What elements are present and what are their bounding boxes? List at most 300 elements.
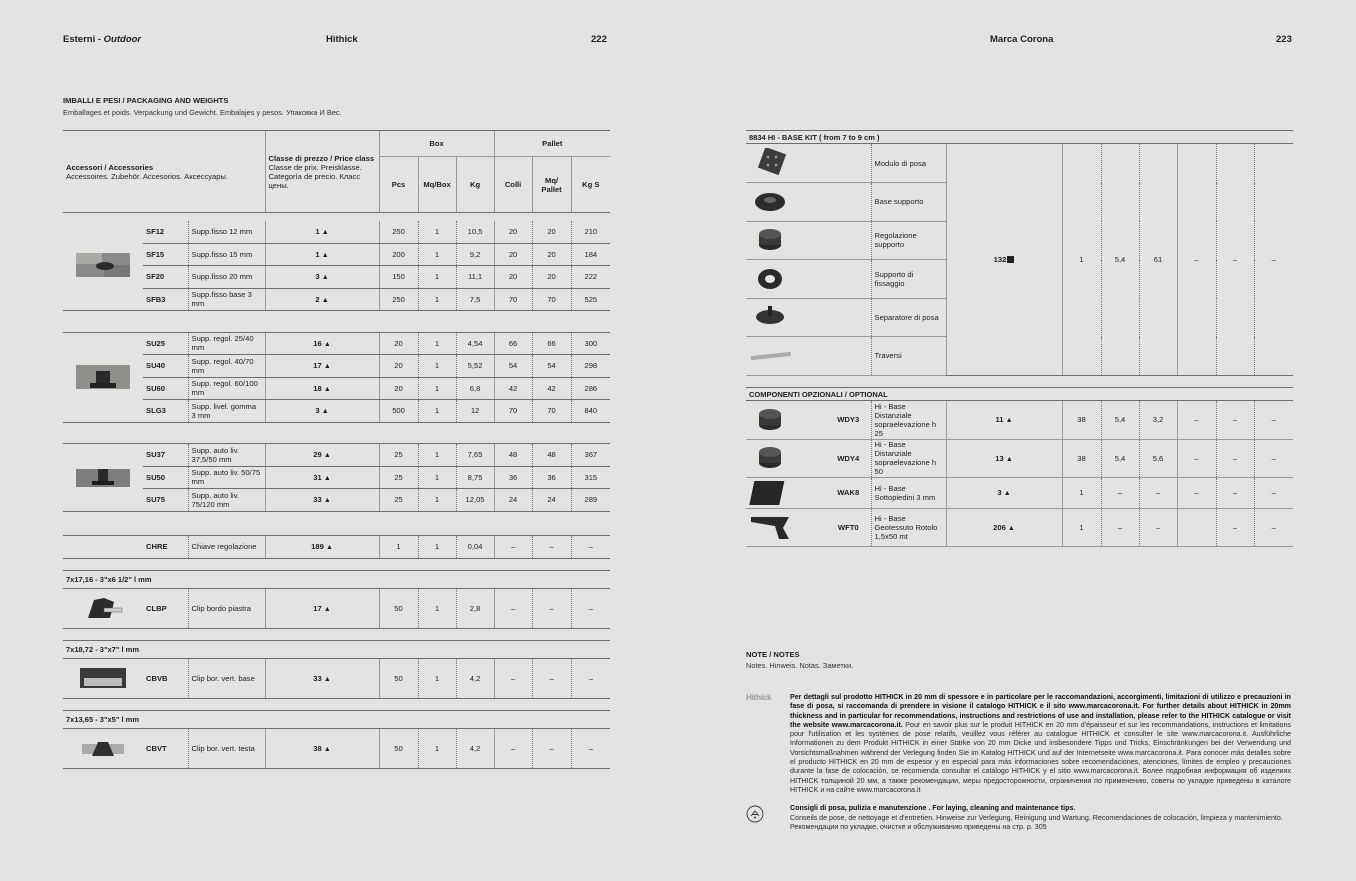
cell-pcs: 20 — [379, 355, 418, 378]
product-description: Supp.fisso base 3 mm — [188, 288, 265, 311]
cell-colli: 42 — [494, 377, 532, 400]
optional-code: WAK8 — [826, 477, 871, 508]
kit-item-image — [746, 221, 871, 260]
price-sub: Classe de prix. Preisklasse. Categoría de precio. Класс цены. — [268, 162, 362, 190]
hithick-note-text — [790, 693, 1291, 795]
price-value: 1 — [315, 249, 320, 259]
cell-kg: 11,1 — [456, 266, 494, 289]
cell-colli: – — [494, 536, 532, 559]
notes-title: NOTE / NOTES — [746, 650, 800, 659]
cell-mqbox: 1 — [418, 588, 456, 628]
price-value: 18 — [313, 383, 322, 393]
cell-pcs: 200 — [379, 243, 418, 266]
brand-name: Marca Corona — [990, 34, 1054, 45]
optional-description: Hi - Base Sottopiedini 3 mm — [871, 477, 946, 508]
col-header-1: Mq/Box — [418, 157, 456, 213]
cell-kgs: 367 — [571, 444, 610, 467]
price-class — [265, 658, 379, 698]
cell-mqbox: 1 — [418, 288, 456, 311]
cell-pcs: 500 — [379, 400, 418, 423]
cell-pcs: 20 — [379, 377, 418, 400]
optional-code: WFT0 — [826, 508, 871, 546]
product-description: Supp.fisso 15 mm — [188, 243, 265, 266]
notes-section — [746, 650, 1291, 832]
price-value: 2 — [315, 294, 320, 304]
optional-cell: – — [1216, 401, 1254, 439]
table-row — [63, 444, 610, 467]
price-mark: ▲ — [321, 296, 329, 304]
optional-price-value: 3 — [997, 488, 1002, 497]
cell-mqbox: 1 — [418, 444, 456, 467]
price-mark: ▲ — [323, 605, 331, 613]
optional-section — [746, 387, 1293, 547]
acc-title: Accessori / Accessories — [66, 162, 154, 172]
cell-kg: 4,2 — [456, 728, 494, 768]
cell-colli: 20 — [494, 243, 532, 266]
product-description: Supp.fisso 12 mm — [188, 221, 265, 244]
kit-cell: – — [1254, 144, 1293, 375]
product-code: SF12 — [143, 221, 188, 244]
product-description: Clip bor. vert. base — [188, 658, 265, 698]
cell-mqbox: 1 — [418, 400, 456, 423]
care-text: Conseils de pose, de nettoyage et d'entretien. Hinweise zur Verlegung, Reinigung und Wartung. Recomendaciones de colocación, limpieza y mantenimiento. Рекомендации по укладке, очистке и обслуживанию приведены на стр. p. 305 — [790, 813, 1283, 831]
price-value: 17 — [313, 603, 322, 613]
kit-price-mark — [1007, 256, 1014, 263]
table-row — [63, 536, 610, 559]
price-class — [265, 400, 379, 423]
kit-cell: 5,4 — [1101, 144, 1139, 375]
product-code: CLBP — [143, 588, 188, 628]
optional-cell: – — [1139, 477, 1177, 508]
cell-mqbox: 1 — [418, 377, 456, 400]
note-normal: Pour en savoir plus sur le produit HITHICK en 20 mm d'épaisseur et sur les recommandations, instructions et limitations pour l'utilisation et les systèmes de pose relatifs, veuillez vous référer au catalogue HITHICK et consulter le site www.marcacorona.it. Ausführliche Informationen zu dem Produkt HITHICK in einer Stärke von 20 mm Dicke und insbesondere Tipps und Tricks, Einschränkungen bei der Verwendung und Vorsichtsmaßnahmen während der Verlegung finden Sie im Katalog HITHICK und auf der Internetseite www.marcacorona.it. Para conocer más detalles sobre el producto HITHICK en 20 mm de espesor y en especial para más informaciones sobre recomendaciones, atenciones, límites de empleo y precauciones durante la fase de colocación, se recomienda consultar el catálogo HITHICK y el sitio www.marcacorona.it. Более подробная информация об изделиях HITHICK толщиной 20 мм, а также рекомендации, меры предосторожности, ограничения по применению, советы по укладке приведены в каталоге HITHICK и на сайте www.marcacorona.it — [790, 720, 1291, 794]
kit-price — [946, 144, 1062, 375]
cell-kgs: – — [571, 728, 610, 768]
table-row — [63, 266, 610, 289]
note-bold: Per dettagli sul prodotto HITHICK in 20 mm di spessore e in particolare per le raccomandazioni, accorgimenti, limitazioni di utilizzo e precauzioni in fase di posa, si raccomanda di prendere in visione il catalogo HITHICK e il sito www.marcacorona.it. For further details about HITHICK in 20mm thickness and in particular for recommendations, instructions and restrictions of use and installation, please refer to the HITHICK catalogue or visit the website www.marcacorona.it. — [790, 693, 1291, 729]
kit-item-name: Separatore di posa — [871, 298, 946, 337]
optional-price — [946, 508, 1062, 546]
cell-colli: 54 — [494, 355, 532, 378]
group-heading — [63, 640, 610, 658]
cell-pcs: 25 — [379, 466, 418, 489]
price-value: 33 — [313, 495, 322, 505]
table-row — [63, 221, 610, 244]
price-mark: ▲ — [323, 497, 331, 505]
cell-colli: 36 — [494, 466, 532, 489]
table-row — [63, 355, 610, 378]
cell-mqpallet: 20 — [532, 221, 571, 244]
price-value: 1 — [315, 227, 320, 236]
price-title: Classe di prezzo / Price class — [268, 153, 375, 163]
section-label: Esterni - Outdoor — [63, 34, 142, 45]
group-title: 7x13,65 - 3"x5" l mm — [63, 710, 610, 728]
cell-mqbox: 1 — [418, 243, 456, 266]
hithick-note — [746, 693, 1291, 795]
cell-colli: 20 — [494, 221, 532, 244]
kit-item-image — [746, 298, 871, 337]
product-code: SU50 — [143, 466, 188, 489]
product-code: SU40 — [143, 355, 188, 378]
cell-mqpallet: 24 — [532, 489, 571, 512]
price-class — [265, 588, 379, 628]
group-heading — [63, 710, 610, 728]
cell-kg: 9,2 — [456, 243, 494, 266]
cell-mqpallet: – — [532, 658, 571, 698]
cell-kgs: 300 — [571, 332, 610, 355]
kit-section — [746, 130, 1293, 376]
price-value: 16 — [313, 338, 322, 348]
page-number-left: 222 — [591, 34, 607, 45]
cell-mqpallet: 20 — [532, 243, 571, 266]
maintenance-icon — [746, 805, 764, 823]
cell-pcs: 250 — [379, 288, 418, 311]
optional-cell: 5,4 — [1101, 439, 1139, 477]
cell-kg: 4,54 — [456, 332, 494, 355]
optional-row — [746, 477, 1293, 508]
cell-colli: 70 — [494, 400, 532, 423]
optional-cell: 1 — [1062, 477, 1101, 508]
optional-cell: 5,4 — [1101, 401, 1139, 439]
price-value: 17 — [313, 361, 322, 371]
optional-cell: 38 — [1062, 401, 1101, 439]
group-title: 7x17,16 - 3"x6 1/2" l mm — [63, 570, 610, 588]
product-image — [63, 728, 143, 768]
optional-cell: – — [1254, 477, 1293, 508]
price-class — [265, 536, 379, 559]
group-spacer — [63, 311, 610, 332]
cell-pcs: 250 — [379, 221, 418, 244]
optional-table — [746, 401, 1293, 547]
cell-mqbox: 1 — [418, 728, 456, 768]
optional-cell: – — [1177, 477, 1216, 508]
cell-colli: – — [494, 658, 532, 698]
price-mark: ▲ — [325, 544, 333, 552]
product-name: Hithick — [326, 34, 358, 45]
optional-row — [746, 439, 1293, 477]
price-mark: ▲ — [321, 229, 329, 236]
cell-mqbox: 1 — [418, 466, 456, 489]
cell-kg: 7,5 — [456, 288, 494, 311]
kit-item-name: Base supporto — [871, 183, 946, 222]
cell-mqpallet: 42 — [532, 377, 571, 400]
cell-colli: 20 — [494, 266, 532, 289]
optional-price — [946, 401, 1062, 439]
group-title: 7x18,72 - 3"x7" l mm — [63, 640, 610, 658]
kit-price-value: 132 — [993, 254, 1007, 264]
product-description: Supp. regol. 25/40 mm — [188, 332, 265, 355]
price-mark: ▲ — [323, 363, 331, 371]
table-row — [63, 288, 610, 311]
optional-price — [946, 477, 1062, 508]
optional-cell — [1177, 508, 1216, 546]
cell-kgs: 315 — [571, 466, 610, 489]
kit-item-name: Regolazione supporto — [871, 221, 946, 260]
product-description: Supp. regol. 40/70 mm — [188, 355, 265, 378]
group-spacer — [63, 698, 610, 710]
care-bold: Consigli di posa, pulizia e manutenzione . For laying, cleaning and maintenance tips. — [790, 804, 1076, 813]
pallet-header: Pallet — [494, 131, 610, 157]
optional-cell: 1 — [1062, 508, 1101, 546]
table-row — [63, 400, 610, 423]
product-code: SFB3 — [143, 288, 188, 311]
group-spacer — [63, 558, 610, 570]
cell-mqbox: 1 — [418, 221, 456, 244]
cell-pcs: 50 — [379, 588, 418, 628]
optional-cell: 38 — [1062, 439, 1101, 477]
optional-cell: 3,2 — [1139, 401, 1177, 439]
cell-kgs: 222 — [571, 266, 610, 289]
packaging-title: IMBALLI E PESI / PACKAGING AND WEIGHTS — [63, 96, 229, 105]
optional-price-mark: ▲ — [1003, 490, 1011, 497]
price-value: 189 — [311, 542, 324, 552]
optional-cell: 5,6 — [1139, 439, 1177, 477]
cell-kg: 8,75 — [456, 466, 494, 489]
optional-cell: – — [1177, 439, 1216, 477]
optional-code: WDY4 — [826, 439, 871, 477]
price-value: 29 — [313, 450, 322, 460]
cell-colli: – — [494, 728, 532, 768]
product-description: Clip bor. vert. testa — [188, 728, 265, 768]
price-class — [265, 221, 379, 244]
cell-mqbox: 1 — [418, 658, 456, 698]
cell-kg: 2,8 — [456, 588, 494, 628]
product-code: SU37 — [143, 444, 188, 467]
cell-mqbox: 1 — [418, 536, 456, 559]
cell-mqbox: 1 — [418, 332, 456, 355]
price-class-header — [265, 131, 379, 213]
cell-colli: 70 — [494, 288, 532, 311]
optional-row — [746, 508, 1293, 546]
cell-kgs: – — [571, 588, 610, 628]
kit-cell: 61 — [1139, 144, 1177, 375]
price-mark: ▲ — [323, 745, 331, 753]
group-spacer — [63, 511, 610, 535]
price-class — [265, 266, 379, 289]
cell-mqpallet: – — [532, 588, 571, 628]
product-code: SLG3 — [143, 400, 188, 423]
group-spacer — [63, 628, 610, 640]
price-class — [265, 444, 379, 467]
optional-cell: – — [1254, 439, 1293, 477]
table-row — [63, 658, 610, 698]
price-value: 38 — [313, 743, 322, 753]
product-code: SF20 — [143, 266, 188, 289]
product-code: SF15 — [143, 243, 188, 266]
product-image — [63, 332, 143, 422]
table-row — [63, 489, 610, 512]
optional-cell: – — [1101, 477, 1139, 508]
product-code: SU75 — [143, 489, 188, 512]
optional-title: COMPONENTI OPZIONALI / OPTIONAL — [746, 388, 1293, 401]
price-class — [265, 243, 379, 266]
optional-cell: – — [1254, 401, 1293, 439]
cell-pcs: 150 — [379, 266, 418, 289]
page-number-right: 223 — [1276, 34, 1292, 45]
product-code: CHRE — [143, 536, 188, 559]
cell-kg: 7,65 — [456, 444, 494, 467]
table-row — [63, 377, 610, 400]
cell-kg: 6,8 — [456, 377, 494, 400]
table-row — [63, 466, 610, 489]
cell-kgs: – — [571, 536, 610, 559]
price-class — [265, 332, 379, 355]
cell-pcs: 20 — [379, 332, 418, 355]
cell-kg: 12 — [456, 400, 494, 423]
cell-mqpallet: 54 — [532, 355, 571, 378]
cell-kgs: 210 — [571, 221, 610, 244]
price-mark: ▲ — [323, 385, 331, 393]
optional-description: Hi - Base Distanziale sopraelevazione h 25 — [871, 401, 946, 439]
optional-cell: – — [1216, 477, 1254, 508]
product-description: Supp. livel. gomma 3 mm — [188, 400, 265, 423]
cell-pcs: 50 — [379, 728, 418, 768]
col-header-2: Kg — [456, 157, 494, 213]
optional-price — [946, 439, 1062, 477]
cell-mqpallet: 20 — [532, 266, 571, 289]
group-spacer — [63, 213, 610, 221]
product-image — [63, 444, 143, 512]
product-code: CBVT — [143, 728, 188, 768]
cell-mqpallet: 48 — [532, 444, 571, 467]
accessories-header — [63, 131, 265, 213]
kit-item-name: Traversi — [871, 337, 946, 376]
col-header-5: Kg S — [571, 157, 610, 213]
cell-mqpallet: 70 — [532, 288, 571, 311]
col-header-3: Colli — [494, 157, 532, 213]
cell-pcs: 25 — [379, 489, 418, 512]
product-description: Chiave regolazione — [188, 536, 265, 559]
cell-pcs: 50 — [379, 658, 418, 698]
cell-kgs: 840 — [571, 400, 610, 423]
table-row — [63, 332, 610, 355]
optional-image — [746, 508, 826, 546]
cell-kgs: 289 — [571, 489, 610, 512]
cell-kg: 4,2 — [456, 658, 494, 698]
product-description: Supp. auto liv. 50/75 mm — [188, 466, 265, 489]
optional-price-mark: ▲ — [1007, 524, 1015, 532]
kit-cell: – — [1216, 144, 1254, 375]
optional-description: Hi - Base Geotessuto Rotolo 1,5x50 mt — [871, 508, 946, 546]
product-description: Supp. auto liv. 75/120 mm — [188, 489, 265, 512]
cell-kg: 10,5 — [456, 221, 494, 244]
optional-cell: – — [1254, 508, 1293, 546]
col-header-4: Mq/ Pallet — [532, 157, 571, 213]
optional-image — [746, 401, 826, 439]
cell-kgs: 298 — [571, 355, 610, 378]
table-row — [63, 588, 610, 628]
cell-pcs: 1 — [379, 536, 418, 559]
product-image — [63, 658, 143, 698]
optional-cell: – — [1216, 439, 1254, 477]
kit-cell: – — [1177, 144, 1216, 375]
price-value: 33 — [313, 673, 322, 683]
optional-price-mark: ▲ — [1005, 417, 1013, 425]
optional-cell: – — [1139, 508, 1177, 546]
hithick-logo: Hithick — [746, 693, 772, 702]
optional-price-value: 206 — [993, 522, 1006, 532]
packaging-heading — [63, 96, 342, 117]
box-header: Box — [379, 131, 494, 157]
cell-kg: 0,04 — [456, 536, 494, 559]
product-image — [63, 536, 143, 559]
price-class — [265, 377, 379, 400]
packaging-table — [63, 130, 610, 769]
cell-mqpallet: 36 — [532, 466, 571, 489]
price-mark: ▲ — [321, 274, 329, 282]
product-description: Supp. regol. 60/100 mm — [188, 377, 265, 400]
cell-mqpallet: 66 — [532, 332, 571, 355]
optional-code: WDY3 — [826, 401, 871, 439]
product-code: CBVB — [143, 658, 188, 698]
price-value: 3 — [315, 406, 320, 416]
table-row — [63, 243, 610, 266]
cell-kgs: – — [571, 658, 610, 698]
price-mark: ▲ — [323, 452, 331, 460]
cell-kgs: 286 — [571, 377, 610, 400]
packaging-subtitle: Emballages et poids. Verpackung und Gewicht. Embalajes y pesos. Упаковка И Вес. — [63, 108, 342, 117]
optional-image — [746, 477, 826, 508]
kit-title: 8834 HI - BASE KIT ( from 7 to 9 cm ) — [746, 131, 1293, 144]
group-heading — [63, 570, 610, 588]
price-mark: ▲ — [323, 675, 331, 683]
price-class — [265, 466, 379, 489]
cell-kgs: 184 — [571, 243, 610, 266]
optional-cell: – — [1216, 508, 1254, 546]
price-mark: ▲ — [321, 408, 329, 416]
group-spacer — [63, 422, 610, 443]
care-note — [746, 804, 1291, 832]
optional-row — [746, 401, 1293, 439]
cell-colli: 48 — [494, 444, 532, 467]
price-value: 31 — [313, 472, 322, 482]
kit-item-name: Modulo di posa — [871, 144, 946, 183]
cell-colli: 66 — [494, 332, 532, 355]
cell-mqbox: 1 — [418, 489, 456, 512]
kit-table — [746, 144, 1293, 376]
cell-mqbox: 1 — [418, 266, 456, 289]
product-description: Supp.fisso 20 mm — [188, 266, 265, 289]
product-code: SU25 — [143, 332, 188, 355]
cell-mqpallet: – — [532, 728, 571, 768]
cell-pcs: 25 — [379, 444, 418, 467]
kit-row — [746, 144, 1293, 183]
cell-mqbox: 1 — [418, 355, 456, 378]
product-code: SU60 — [143, 377, 188, 400]
cell-mqpallet: – — [532, 536, 571, 559]
product-image — [63, 588, 143, 628]
price-class — [265, 355, 379, 378]
table-row — [63, 728, 610, 768]
cell-mqpallet: 70 — [532, 400, 571, 423]
kit-cell: 1 — [1062, 144, 1101, 375]
optional-price-value: 13 — [995, 453, 1004, 463]
price-class — [265, 489, 379, 512]
kit-item-image — [746, 260, 871, 299]
kit-item-image — [746, 337, 871, 376]
product-description: Clip bordo piastra — [188, 588, 265, 628]
optional-cell: – — [1101, 508, 1139, 546]
price-mark: ▲ — [321, 251, 329, 259]
kit-item-image — [746, 144, 871, 183]
price-value: 3 — [315, 272, 320, 282]
notes-subtitle: Notes. Hinweis. Notas. Заметки. — [746, 661, 854, 670]
cell-colli: – — [494, 588, 532, 628]
price-mark: ▲ — [323, 340, 331, 348]
cell-kg: 5,52 — [456, 355, 494, 378]
kit-item-image — [746, 183, 871, 222]
optional-price-mark: ▲ — [1005, 455, 1013, 463]
